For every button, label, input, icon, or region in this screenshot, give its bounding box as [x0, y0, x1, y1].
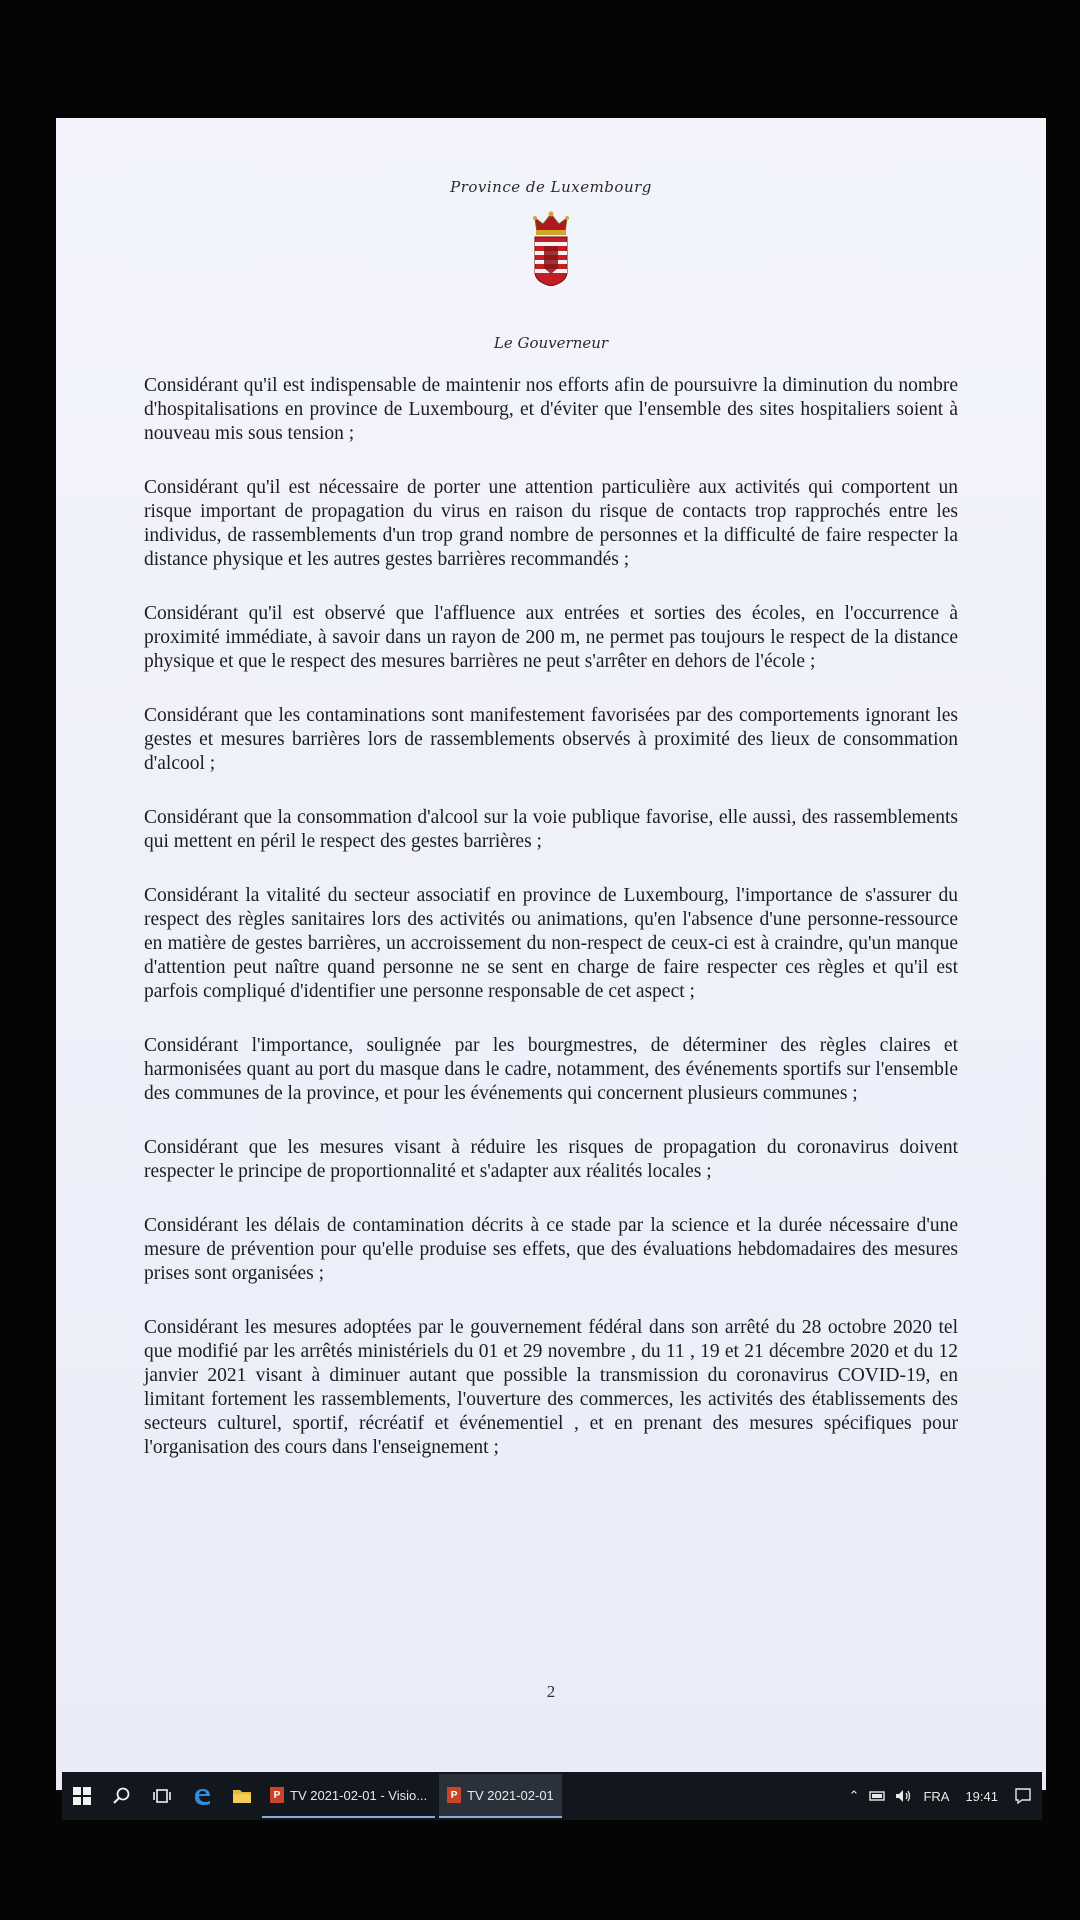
paragraph: Considérant que les contaminations sont manifestement favorisées par des comportements ignorant les gestes et mesures barrières lors de rassemblements observés à proximité des lieux de consommation d'alcool ;: [144, 705, 958, 774]
input-language-indicator[interactable]: FRA: [923, 1788, 950, 1804]
network-icon[interactable]: [869, 1790, 885, 1802]
governor-title: Le Gouverneur: [493, 334, 609, 352]
province-title: Province de Luxembourg: [450, 178, 652, 196]
windows-taskbar: [62, 1772, 1042, 1820]
paragraph: Considérant que la consommation d'alcool sur la voie publique favorise, elle aussi, des rassemblements qui mettent en péril le respect des gestes barrières ;: [144, 807, 958, 852]
taskbar-app-label: TV 2021-02-01 - Visio...: [290, 1787, 428, 1803]
paragraph: Considérant qu'il est nécessaire de porter une attention particulière aux activités qui comportent un risque important de propagation du virus en raison du risque de contacts trop rapprochés entre les individus, de rassemblements d'un trop grand nombre de personnes et la difficulté de faire respecter la distance physique et les autres gestes barrières recommandés ;: [144, 477, 958, 570]
clock[interactable]: 19:41: [965, 1788, 998, 1804]
show-hidden-icons-chevron-up-icon[interactable]: ⌃: [848, 1788, 860, 1803]
page-number: 2: [546, 1682, 556, 1701]
edge-browser-icon: [192, 1786, 212, 1806]
task-view-button[interactable]: [142, 1772, 182, 1820]
paragraph: Considérant les délais de contamination décrits à ce stade par la science et la durée nécessaire d'une mesure de prévention pour qu'elle produise ses effets, que des évaluations hebdomadaires des mesures prises sont organisées ;: [144, 1215, 958, 1284]
system-tray: [839, 1772, 1042, 1820]
coat-of-arms-icon: [531, 210, 571, 286]
paragraph: Considérant qu'il est indispensable de maintenir nos efforts afin de poursuivre la diminution du nombre d'hospitalisations en province de Luxembourg, et d'éviter que l'ensemble des sites hospitaliers soient à nouveau mis sous tension ;: [144, 375, 958, 444]
taskbar-app-label: TV 2021-02-01: [467, 1787, 554, 1803]
task-view-icon: [153, 1787, 171, 1805]
paragraph: Considérant que les mesures visant à réduire les risques de propagation du coronavirus doivent respecter le principe de proportionnalité et s'adapter aux réalités locales ;: [144, 1137, 958, 1182]
document-header: [144, 118, 958, 352]
folder-icon: [232, 1787, 252, 1805]
start-button[interactable]: [62, 1772, 102, 1820]
search-button[interactable]: [102, 1772, 142, 1820]
paragraph: Considérant l'importance, soulignée par les bourgmestres, de déterminer des règles claires et harmonisées quant au port du masque dans le cadre, notamment, des événements sportifs sur l'ensemble des communes de la province, et pour les événements qui concernent plusieurs communes ;: [144, 1035, 958, 1104]
taskbar-app-slideshow[interactable]: [439, 1774, 562, 1818]
file-explorer-button[interactable]: [222, 1772, 262, 1820]
powerpoint-slideshow-icon: P: [447, 1787, 461, 1803]
taskbar-app-visio[interactable]: [262, 1774, 435, 1818]
paragraph: Considérant qu'il est observé que l'affluence aux entrées et sorties des écoles, en l'occurrence à proximité immédiate, à savoir dans un rayon de 200 m, ne permet pas toujours le respect de la distance physique et que le respect des mesures barrières ne peut s'arrêter en dehors de l'école ;: [144, 603, 958, 672]
document-body: [144, 374, 958, 1460]
windows-logo-icon: [73, 1787, 91, 1805]
paragraph: Considérant les mesures adoptées par le gouvernement fédéral dans son arrêté du 28 octobre 2020 tel que modifié par les arrêtés ministériels du 01 et 29 novembre , du 11 , 19 et 21 décembre 2020 et du 12 janvier 2021 visant à diminuer autant que possible la transmission du coronavirus COVID-19, en limitant fortement les rassemblements, l'ouverture des commerces, les activités des établissements des secteurs culturel, sportif, récréatif et événementiel , et en prenant des mesures spécifiques pour l'organisation des cours dans l'enseignement ;: [144, 1317, 958, 1458]
search-icon: [113, 1787, 131, 1805]
powerpoint-icon: P: [270, 1787, 284, 1803]
monitor-screen: [56, 118, 1046, 1793]
notification-center-icon[interactable]: [1014, 1787, 1032, 1805]
paragraph: Considérant la vitalité du secteur associatif en province de Luxembourg, l'importance de s'assurer du respect des règles sanitaires lors des activités ou animations, qu'en l'absence d'une personne-ressource en matière de gestes barrières, un accroissement du non-respect de ceux-ci est à craindre, qu'un manque d'attention peut naître quand personne ne se sent en charge de faire respecter ces règles et qu'il est parfois compliqué d'identifier une personne responsable de cet aspect ;: [144, 885, 958, 1002]
document-page: [56, 118, 1046, 1790]
volume-icon[interactable]: [895, 1789, 913, 1803]
edge-browser-button[interactable]: [182, 1772, 222, 1820]
